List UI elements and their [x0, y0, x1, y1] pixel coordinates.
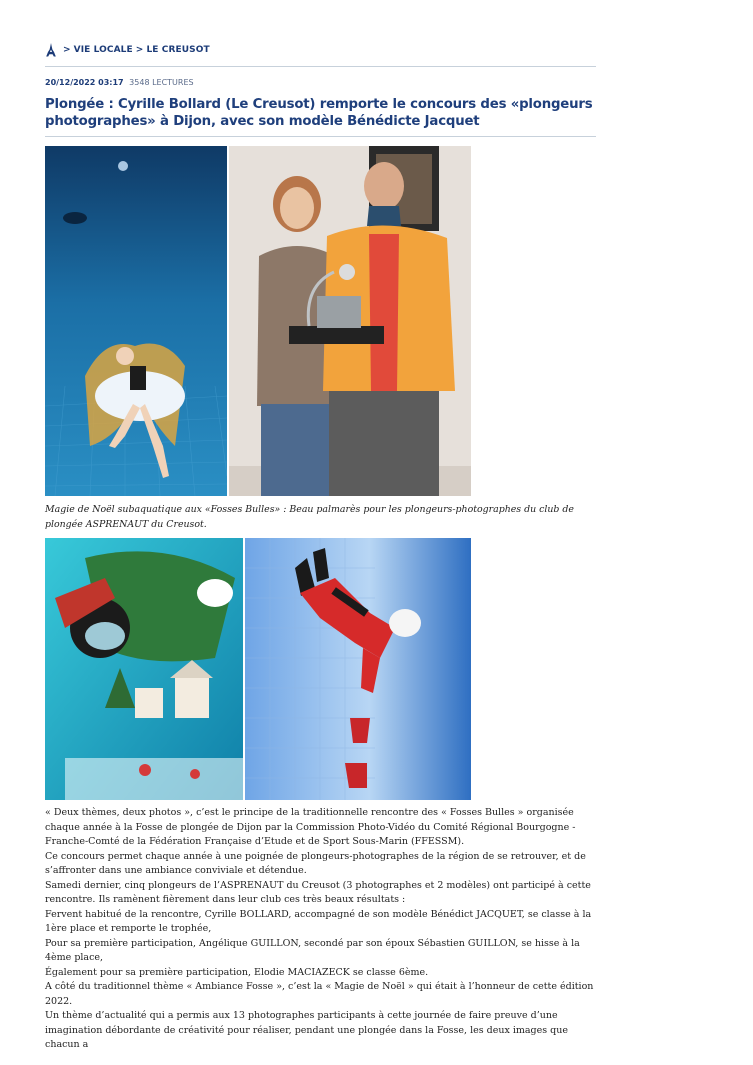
paragraph: Un thème d’actualité qui a permis aux 13 photographes participants à cette journée de faire preuve d’une imagination débordante de créativité pour réaliser, pendant une plongée dans la Fosse, les deux images que chacun a	[45, 1010, 568, 1050]
paragraph: Également pour sa première participation, Elodie MACIAZECK se classe 6ème.	[45, 966, 429, 978]
paragraph: « Deux thèmes, deux photos », c’est le principe de la traditionnelle rencontre des « Fosses Bulles » organisée chaque année à la Fosse de plongée de Dijon par la Commission Photo-Vidéo du Comité Régional Bourgogne - Franche-Comté de la Fédération Française d’Etude et de Sport Sous-Marin (FFESSM).	[45, 807, 576, 847]
article-meta	[45, 78, 194, 87]
photo-caption: Magie de Noël subaquatique aux «Fosses Bulles» : Beau palmarès pour les plongeurs-photographes du club de plongée ASPRENAUT du Creusot.	[45, 504, 574, 530]
paragraph: Samedi dernier, cinq plongeurs de l’ASPRENAUT du Creusot (3 photographes et 2 modèles) ont participé à cette rencontre. Ils ramènent fièrement dans leur club ces très beaux résultats :	[45, 879, 591, 905]
divider-top	[45, 66, 596, 67]
photo-santa-diver	[245, 538, 471, 800]
article-body	[45, 806, 605, 1053]
breadcrumb-separator: >	[135, 45, 144, 55]
read-count: 3548 LECTURES	[129, 78, 194, 87]
eiffel-tower-icon[interactable]	[45, 43, 57, 57]
breadcrumb-link-le-creusot[interactable]: LE CREUSOT	[146, 45, 210, 55]
breadcrumb-separator: >	[63, 45, 71, 55]
photo-underwater-dancer	[45, 146, 227, 496]
photo-elf-diver	[45, 538, 243, 800]
paragraph: Pour sa première participation, Angélique GUILLON, secondé par son époux Sébastien GUILLON, se hisse à la 4ème place,	[45, 937, 580, 963]
paragraph: Fervent habitué de la rencontre, Cyrille BOLLARD, accompagné de son modèle Bénédict JACQUET, se classe à la 1ère place et remporte le trophée,	[45, 908, 592, 934]
photo-winners-trophy	[229, 146, 471, 496]
article-title: Plongée : Cyrille Bollard (Le Creusot) remporte le concours des «plongeurs photographes» à Dijon, avec son modèle Bénédicte Jacquet	[45, 97, 593, 129]
paragraph: Ce concours permet chaque année à une poignée de plongeurs-photographes de la région de se retrouver, et de s’affronter dans une ambiance conviviale et détendue.	[45, 850, 586, 876]
breadcrumb-link-vie-locale[interactable]: VIE LOCALE	[73, 45, 133, 55]
breadcrumb	[45, 42, 210, 58]
publish-date: 20/12/2022 03:17	[45, 78, 124, 87]
divider-title	[45, 136, 596, 137]
paragraph: A côté du traditionnel thème « Ambiance Fosse », c’est la « Magie de Noël » qui était à l’honneur de cette édition 2022.	[45, 981, 594, 1007]
